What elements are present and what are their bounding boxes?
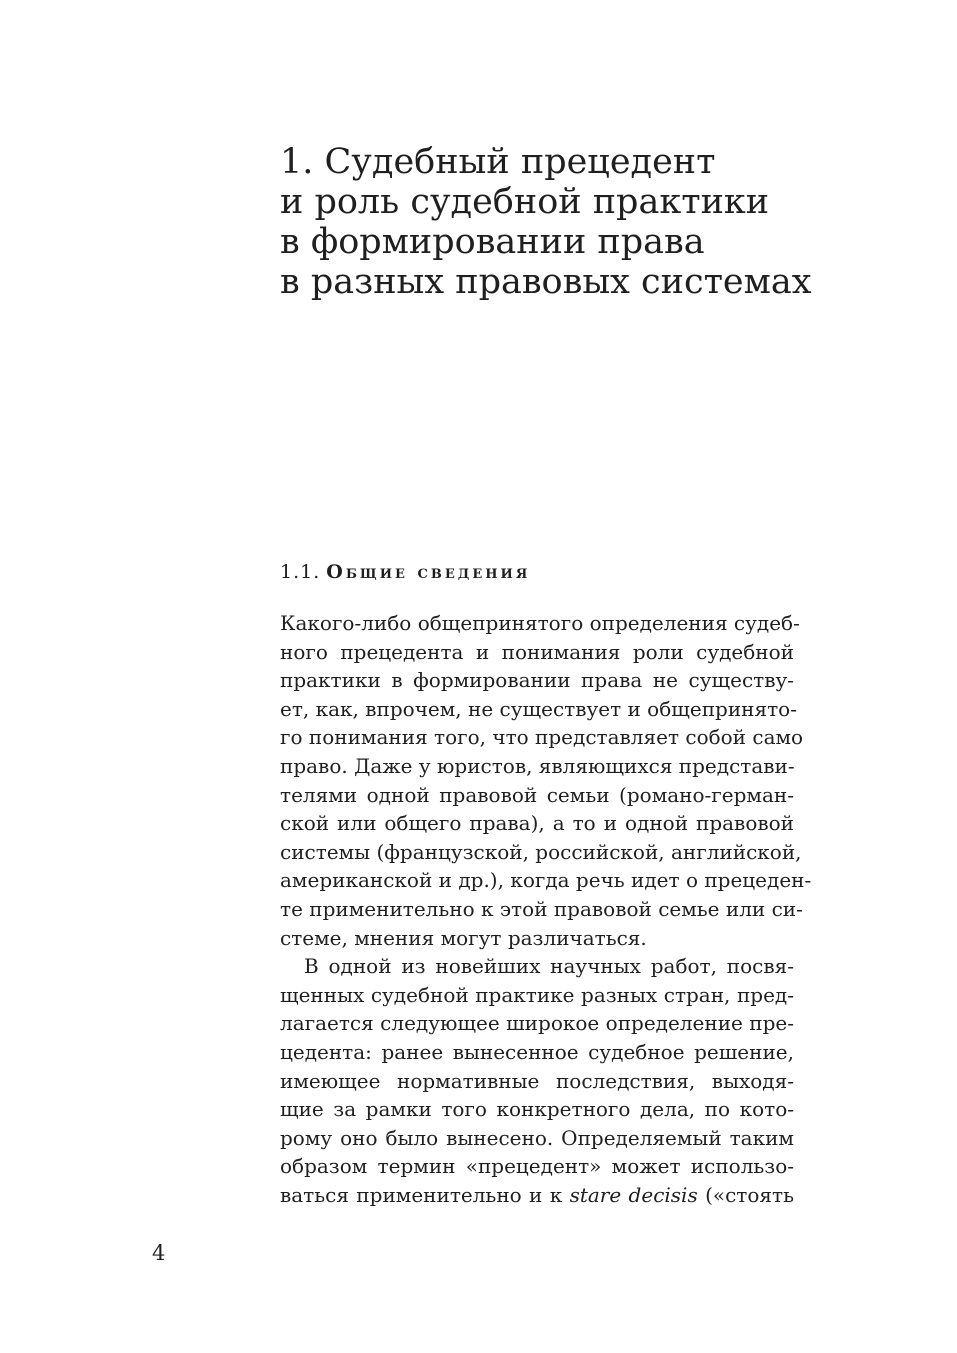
text-line: ет, как, впрочем, не существует и общепринято- — [280, 696, 797, 721]
text-line: щие за рамки того конкретного дела, по кото- — [280, 1097, 794, 1122]
chapter-title-line: и роль судебной практики — [280, 182, 770, 222]
text-line: образом термин «прецедент» может использо- — [280, 1154, 794, 1179]
text-line: рому оно было вынесено. Определяемый таким — [280, 1125, 794, 1150]
chapter-title-line: в разных правовых системах — [280, 262, 812, 302]
text-line: лагается следующее широкое определение пре- — [280, 1011, 794, 1036]
text-line: имеющее нормативные последствия, выходя- — [280, 1068, 794, 1093]
chapter-title-line: в формировании права — [280, 222, 705, 262]
chapter-title-line: 1. Судебный прецедент — [280, 142, 716, 182]
latin-term: stare decisis — [569, 1182, 698, 1207]
text-line: щенных судебной практике разных стран, пред- — [280, 982, 794, 1007]
body-text — [280, 609, 812, 1209]
text-line: ской или общего права), а то и одной правовой — [280, 811, 794, 836]
paragraph-1 — [280, 609, 812, 952]
text-line: те применительно к этой правовой семье или си- — [280, 896, 803, 921]
text-line: системы (французской, российской, английской, — [280, 839, 802, 864]
paragraph-2 — [280, 952, 794, 1209]
text-line: право. Даже у юристов, являющихся представи- — [280, 753, 795, 778]
text-line: американской и др.), когда речь идет о прецеден- — [280, 868, 812, 893]
text-fragment: ваться применительно и к — [280, 1182, 570, 1207]
text-fragment: («стоять — [697, 1182, 794, 1207]
section-title: Общие сведения — [326, 561, 531, 583]
text-line: цедента: ранее вынесенное судебное решение, — [280, 1039, 794, 1064]
text-line: Какого-либо общепринятого определения судеб- — [280, 611, 800, 635]
page-number: 4 — [152, 1241, 166, 1265]
text-line: го понимания того, что представляет собой само — [280, 725, 804, 750]
text-line: телями одной правовой семьи (романо-герман- — [280, 782, 794, 807]
text-line: ного прецедента и понимания роли судебной — [280, 639, 794, 664]
section-number: 1.1. — [280, 561, 321, 583]
section-heading — [280, 558, 530, 586]
text-line — [280, 1181, 794, 1210]
text-line: стеме, мнения могут различаться. — [280, 925, 647, 950]
text-line: практики в формировании права не существу- — [280, 668, 794, 693]
chapter-title — [280, 142, 840, 302]
text-line: В одной из новейших научных работ, посвя- — [304, 954, 794, 979]
